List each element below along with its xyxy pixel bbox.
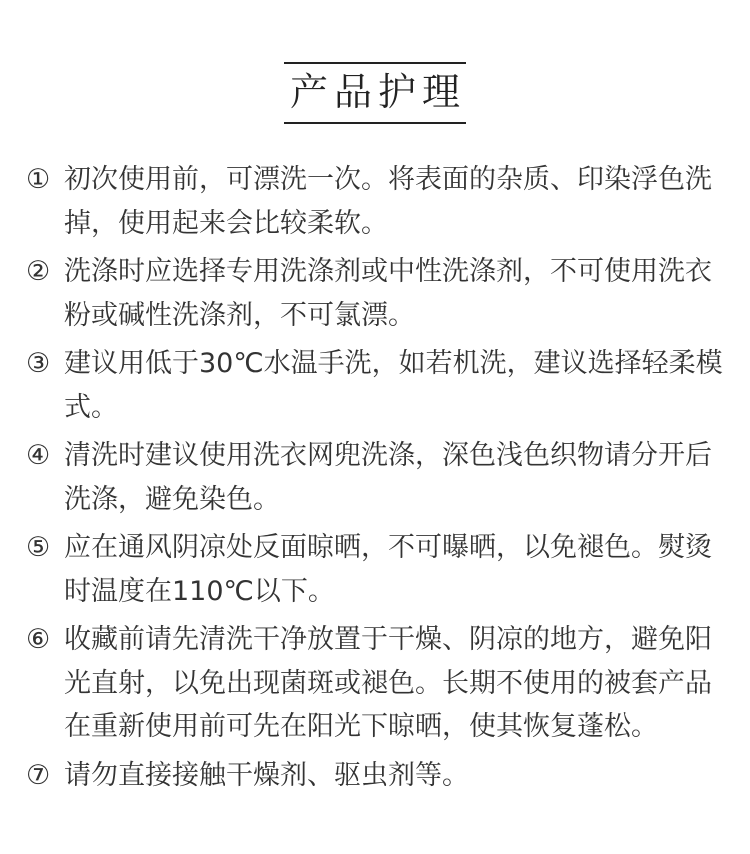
item-number: ② — [26, 256, 51, 287]
item-number: ① — [26, 164, 51, 195]
care-item-1 — [26, 158, 736, 245]
item-number: ⑥ — [26, 624, 51, 655]
care-instructions-list — [26, 158, 736, 802]
item-text: 请勿直接接触干燥剂、驱虫剂等。 — [64, 759, 469, 791]
page-title: 产品护理 — [284, 62, 466, 124]
item-text: 洗涤时应选择专用洗涤剂或中性洗涤剂，不可使用洗衣粉或碱性洗涤剂，不可氯漂。 — [64, 256, 712, 331]
care-item-4 — [26, 434, 736, 521]
item-text: 建议用低于30℃水温手洗，如若机洗，建议选择轻柔模式。 — [64, 348, 723, 423]
item-number: ③ — [26, 348, 51, 379]
care-item-7 — [26, 754, 736, 798]
title-wrap — [0, 62, 750, 124]
item-text: 清洗时建议使用洗衣网兜洗涤，深色浅色织物请分开后洗涤，避免染色。 — [64, 440, 712, 515]
item-number: ⑦ — [26, 759, 51, 791]
care-item-6 — [26, 618, 736, 749]
item-text: 收藏前请先清洗干净放置于干燥、阴凉的地方，避免阳光直射，以免出现菌斑或褪色。长期不使用的被套产品在重新使用前可先在阳光下晾晒，使其恢复蓬松。 — [64, 624, 712, 742]
care-item-2 — [26, 250, 736, 337]
item-text: 初次使用前，可漂洗一次。将表面的杂质、印染浮色洗掉，使用起来会比较柔软。 — [64, 164, 712, 239]
item-number: ⑤ — [26, 532, 51, 563]
care-item-5 — [26, 526, 736, 613]
item-number: ④ — [26, 440, 51, 471]
item-text: 应在通风阴凉处反面晾晒，不可曝晒，以免褪色。熨烫时温度在110℃以下。 — [64, 532, 712, 607]
care-item-3 — [26, 342, 736, 429]
